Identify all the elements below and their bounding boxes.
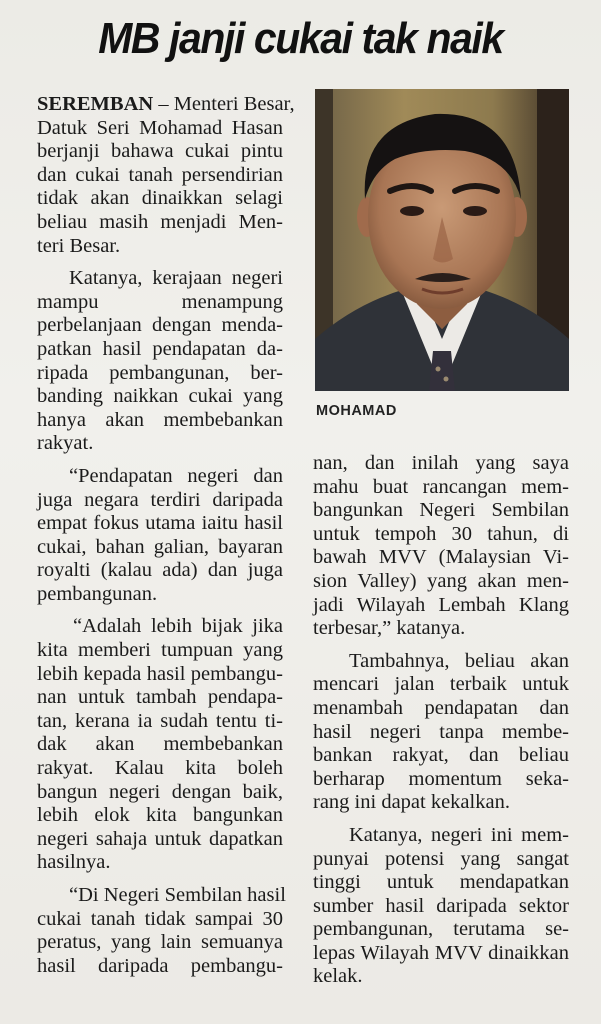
text-line: berjanji bahawa cukai pintu: [37, 140, 283, 163]
paragraph: [37, 465, 283, 607]
text-line: sion Valley) yang akan men-: [313, 569, 569, 592]
text-line: teri Besar.: [37, 234, 121, 257]
text-line: untuk tempoh 30 tahun, di: [313, 522, 569, 545]
text-line: terbesar,” katanya.: [313, 617, 466, 640]
text-line: berharap momentum seka-: [313, 767, 569, 790]
text-line: bankan rakyat, dan beliau: [313, 744, 569, 767]
text-line: patkan hasil pendapatan da-: [37, 337, 283, 360]
paragraph: [37, 93, 295, 258]
portrait-photo: [315, 89, 569, 391]
text-line: mampu menampung: [37, 290, 283, 313]
text-line: pembangunan, terutama se-: [313, 918, 569, 941]
text-line: kelak.: [313, 965, 363, 988]
text-line: royalti (kalau ada) dan juga: [37, 559, 283, 582]
text-line: pembangunan.: [37, 582, 158, 605]
text-line: tan, kerana ia sudah tentu ti-: [37, 709, 283, 732]
text-line: beliau masih menjadi Men-: [37, 210, 283, 233]
text-line: rang ini dapat kekalkan.: [313, 791, 510, 814]
text-line: peratus, yang lain semuanya: [37, 931, 283, 954]
portrait-image: [315, 89, 569, 391]
text-line: hasil daripada pembangu-: [37, 954, 283, 977]
text-line: Katanya, kerajaan negeri: [69, 267, 283, 290]
text-line: SEREMBAN – Menteri Besar,: [37, 93, 295, 115]
text-line: lebih kepada hasil pembangu-: [37, 662, 283, 685]
text-line: perbelanjaan dengan menda-: [37, 314, 283, 337]
text-line: dak akan membebankan: [37, 733, 283, 756]
text-line: nan, dan inilah yang saya: [313, 452, 569, 474]
text-line: lebih elok kita bangunkan: [37, 804, 283, 827]
photo-caption: MOHAMAD: [316, 403, 397, 419]
dateline: SEREMBAN: [37, 93, 154, 115]
headline: MB janji cukai tak naik: [98, 14, 503, 63]
text-line: bawah MVV (Malaysian Vi-: [313, 546, 569, 569]
text-line: tinggi untuk mendapatkan: [313, 871, 569, 894]
text-line: menambah pendapatan dan: [313, 696, 569, 719]
paragraph: [313, 650, 569, 815]
text-line: “Di Negeri Sembilan hasil: [69, 884, 286, 906]
text-line: Katanya, negeri ini mem-: [349, 823, 569, 846]
text-line: rakyat. Kalau kita boleh: [37, 757, 283, 780]
text-line: punyai potensi yang sangat: [313, 847, 569, 870]
paragraph: [313, 452, 569, 641]
text-line: bangunkan Negeri Sembilan: [313, 499, 569, 522]
text-line: ripada pembangunan, ber-: [37, 361, 283, 384]
article-right-column: [313, 452, 569, 989]
text-line: negeri sahaja untuk dapatkan: [37, 827, 283, 850]
text-line: mencari jalan terbaik untuk: [313, 673, 569, 696]
text-line: hanya akan membebankan: [37, 408, 283, 431]
text-line: cukai, bahan galian, bayaran: [37, 535, 283, 558]
text-line: kita memberi tumpuan yang: [37, 639, 283, 662]
text-line: Tambahnya, beliau akan: [349, 649, 569, 672]
text-line: mahu buat rancangan mem-: [313, 475, 569, 498]
paragraph: [313, 824, 569, 989]
text-line: dan cukai tanah persendirian: [37, 163, 283, 186]
paragraph: [37, 884, 286, 978]
text-line: lepas Wilayah MVV dinaikkan: [313, 941, 569, 964]
text-line: bangun negeri dengan baik,: [37, 780, 283, 803]
text-line: hasil negeri tanpa membe-: [313, 720, 569, 743]
text-line: rakyat.: [37, 432, 94, 455]
text-line: Datuk Seri Mohamad Hasan: [37, 116, 283, 139]
text-line: juga negara terdiri daripada: [37, 488, 283, 511]
article-left-column: [37, 93, 295, 978]
text-line: nan untuk tambah pendapa-: [37, 686, 283, 709]
text-line: “Pendapatan negeri dan: [69, 464, 283, 487]
text-line: tidak akan dinaikkan selagi: [37, 187, 283, 210]
text-line: cukai tanah tidak sampai 30: [37, 907, 283, 930]
text-line: banding naikkan cukai yang: [37, 385, 283, 408]
text-line: “Adalah lebih bijak jika: [73, 615, 283, 638]
text-line: sumber hasil daripada sektor: [313, 894, 569, 917]
text-line: hasilnya.: [37, 851, 111, 874]
paragraph: [37, 267, 283, 456]
paragraph: [37, 615, 283, 875]
text-line: empat fokus utama iaitu hasil: [37, 512, 283, 535]
text-line: jadi Wilayah Lembah Klang: [313, 593, 569, 616]
